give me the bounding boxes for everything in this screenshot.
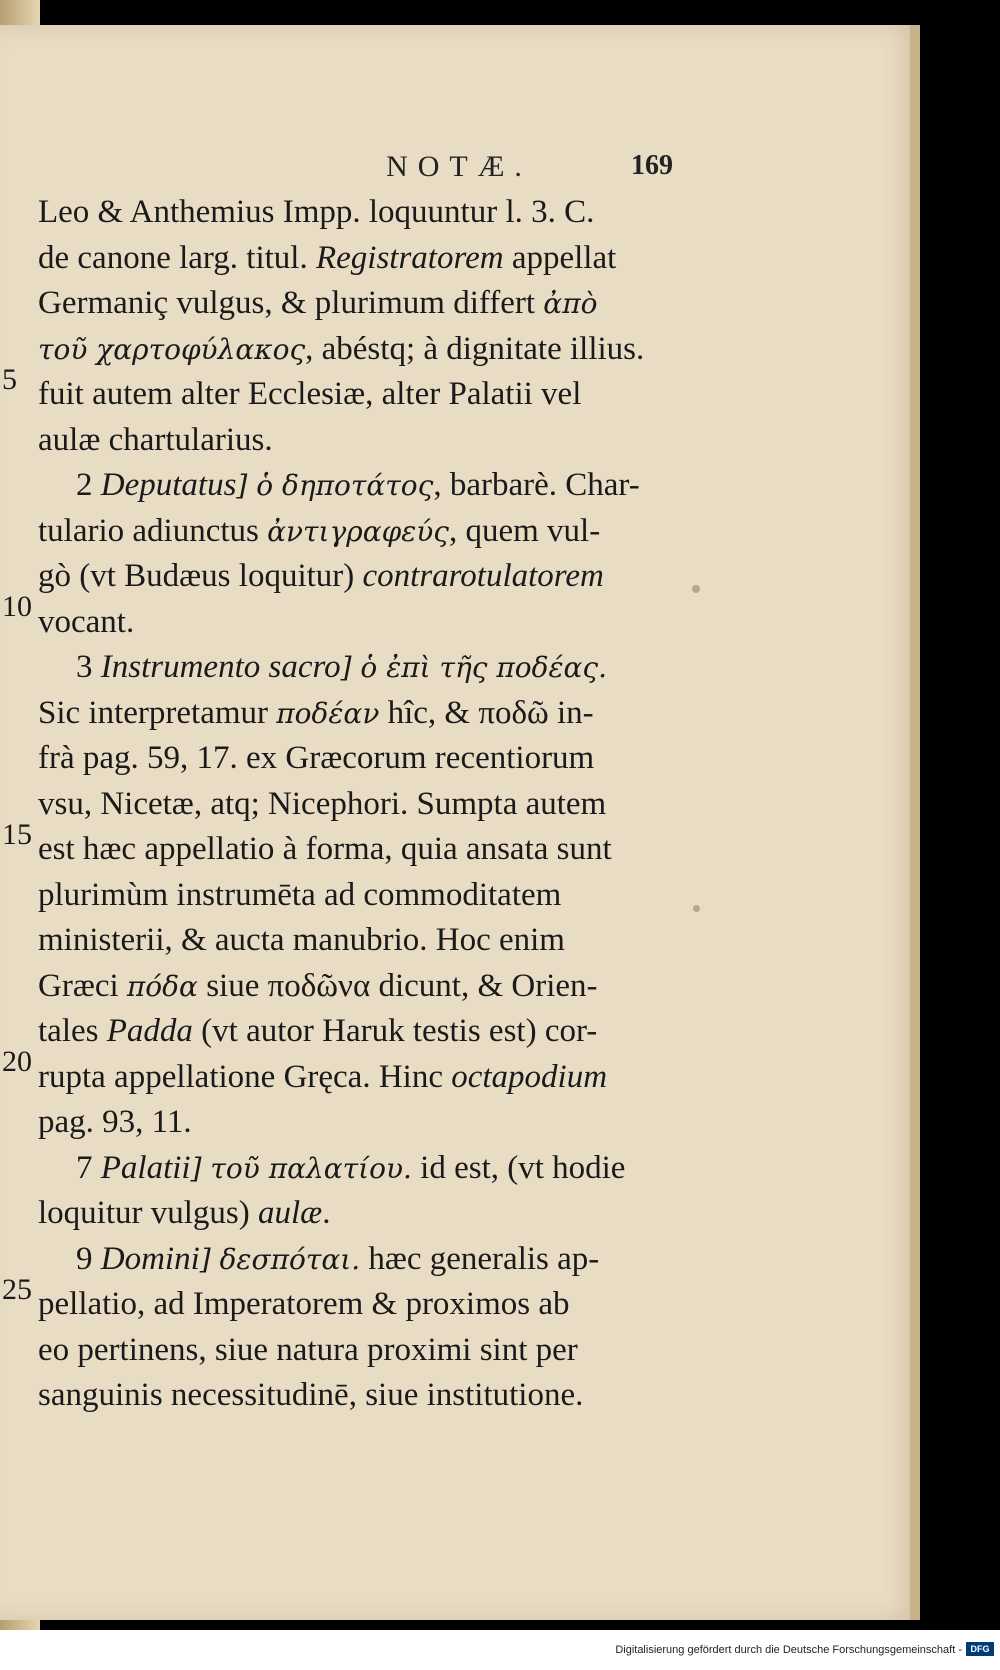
greek-term: ποδέαν — [276, 696, 380, 730]
text-span: vsu, Nicetæ, atq; Nicephori. Sumpta autem — [38, 785, 607, 822]
text-span: 2 — [76, 467, 101, 503]
text-span: tales — [38, 1013, 107, 1049]
text-line — [38, 1191, 678, 1237]
text-span: id est, (vt hodie — [411, 1149, 626, 1186]
text-line — [38, 418, 678, 464]
text-line — [38, 1055, 678, 1101]
margin-line-number: 20 — [2, 1045, 32, 1078]
greek-term: ] δεσπόται. — [199, 1242, 361, 1276]
funding-credit: Digitalisierung gefördert durch die Deutsche Forschungsgemeinschaft - — [615, 1644, 962, 1656]
margin-line-number: 10 — [2, 590, 32, 623]
text-span: eo pertinens, siue natura proximi sint per — [38, 1331, 578, 1368]
text-line — [38, 190, 678, 236]
running-head-title: NOTÆ. — [386, 150, 532, 183]
body-text — [38, 190, 678, 1419]
text-span: frà pag. 59, 17. ex Græcorum recentiorum — [38, 740, 595, 776]
text-span: gò (vt Budæus loquitur) — [38, 558, 363, 594]
text-span: (vt autor Haruk testis est) cor- — [192, 1013, 598, 1049]
italic-term: aulæ — [258, 1195, 323, 1231]
text-line — [38, 327, 678, 373]
text-span: Germaniç vulgus, & plurimum differt — [38, 285, 544, 321]
dfg-logo: DFG — [966, 1642, 994, 1656]
text-span: hæc generalis ap- — [360, 1240, 600, 1277]
margin-line-number: 5 — [2, 363, 17, 396]
text-span: Sic interpretamur — [38, 694, 277, 731]
text-line — [38, 236, 678, 282]
text-span: Græci — [38, 967, 127, 1004]
margin-line-number: 25 — [2, 1273, 32, 1306]
italic-term: octapodium — [451, 1058, 608, 1095]
text-span: appellat — [503, 239, 617, 276]
text-span: fuit autem alter Ecclesiæ, alter Palatii vel — [38, 376, 582, 412]
text-span: siue ποδῶνα dicunt, & Orien- — [197, 967, 598, 1004]
greek-term: ] τοῦ παλατίου. — [190, 1151, 412, 1185]
text-span: est hæc appellatio à forma, quia ansata sunt — [38, 831, 612, 867]
page-number: 169 — [631, 150, 673, 181]
text-line — [38, 554, 678, 600]
greek-term: ἀντιγραφεύς — [267, 514, 449, 548]
text-line — [38, 873, 678, 919]
text-span: ministerii, & aucta manubrio. Hoc enim — [38, 922, 565, 958]
text-line — [38, 918, 678, 964]
text-line — [38, 1100, 678, 1146]
greek-term: ] ὁ ἐπὶ τῆς ποδέας. — [340, 651, 607, 684]
page-edge — [910, 25, 920, 1620]
text-span: tulario adiunctus — [38, 512, 268, 549]
text-span: vocant. — [38, 603, 135, 640]
text-line — [38, 782, 678, 828]
text-line — [38, 964, 678, 1010]
italic-term: Instrumento sacro — [100, 649, 341, 685]
text-line — [38, 1146, 678, 1192]
text-line — [38, 463, 678, 509]
italic-term: Domini — [100, 1240, 200, 1277]
paper-stain — [692, 585, 700, 593]
text-line — [38, 1328, 678, 1374]
text-line — [38, 1009, 678, 1055]
italic-term: Padda — [106, 1013, 193, 1049]
text-line — [38, 736, 678, 782]
text-span: , barbarè. Char- — [433, 467, 640, 503]
text-span: pag. 93, 11. — [38, 1104, 192, 1140]
text-span: pellatio, ad Imperatorem & proximos ab — [38, 1286, 570, 1322]
italic-term: Deputatus — [100, 467, 237, 503]
footer-bar — [0, 1630, 1000, 1670]
text-line — [38, 509, 678, 555]
text-span: plurimùm instrumēta ad commoditatem — [38, 876, 562, 913]
text-line — [38, 1237, 678, 1283]
text-span: aulæ chartularius. — [38, 421, 273, 458]
paper-stain — [693, 905, 700, 912]
text-line — [38, 281, 678, 327]
margin-line-number: 15 — [2, 818, 32, 851]
text-line — [38, 372, 678, 418]
text-span: rupta appellatione Gręca. Hinc — [38, 1058, 452, 1095]
text-line — [38, 600, 678, 646]
italic-term: Registratorem — [315, 239, 504, 276]
text-span: 7 — [76, 1149, 101, 1186]
text-span: , abéstq; à dignitate illius. — [305, 330, 645, 367]
text-line — [38, 1373, 678, 1419]
text-span: sanguinis necessitudinē, siue institutione. — [38, 1377, 584, 1413]
text-span: Leo & Anthemius Impp. loquuntur l. 3. C. — [38, 194, 595, 230]
text-line — [38, 1282, 678, 1328]
text-span: de canone larg. titul. — [38, 239, 316, 276]
text-line — [38, 827, 678, 873]
greek-term: πόδα — [126, 969, 198, 1003]
greek-term: ] ὁ δηποτάτος — [236, 469, 434, 502]
text-span: . — [322, 1195, 331, 1231]
text-line — [38, 691, 678, 737]
italic-term: Palatii — [100, 1149, 191, 1186]
running-head — [0, 150, 918, 186]
text-line — [38, 645, 678, 691]
text-span: 9 — [76, 1240, 101, 1277]
text-span: loquitur vulgus) — [38, 1195, 258, 1231]
text-span: , quem vul- — [448, 512, 601, 549]
greek-term: τοῦ χαρτοφύλακος — [38, 332, 306, 366]
book-page — [0, 25, 918, 1620]
text-span: 3 — [76, 649, 101, 685]
text-span: hîc, & ποδῶ in- — [379, 694, 594, 731]
italic-term: contrarotulatorem — [362, 558, 604, 594]
greek-term: ἀπὸ — [543, 287, 598, 320]
